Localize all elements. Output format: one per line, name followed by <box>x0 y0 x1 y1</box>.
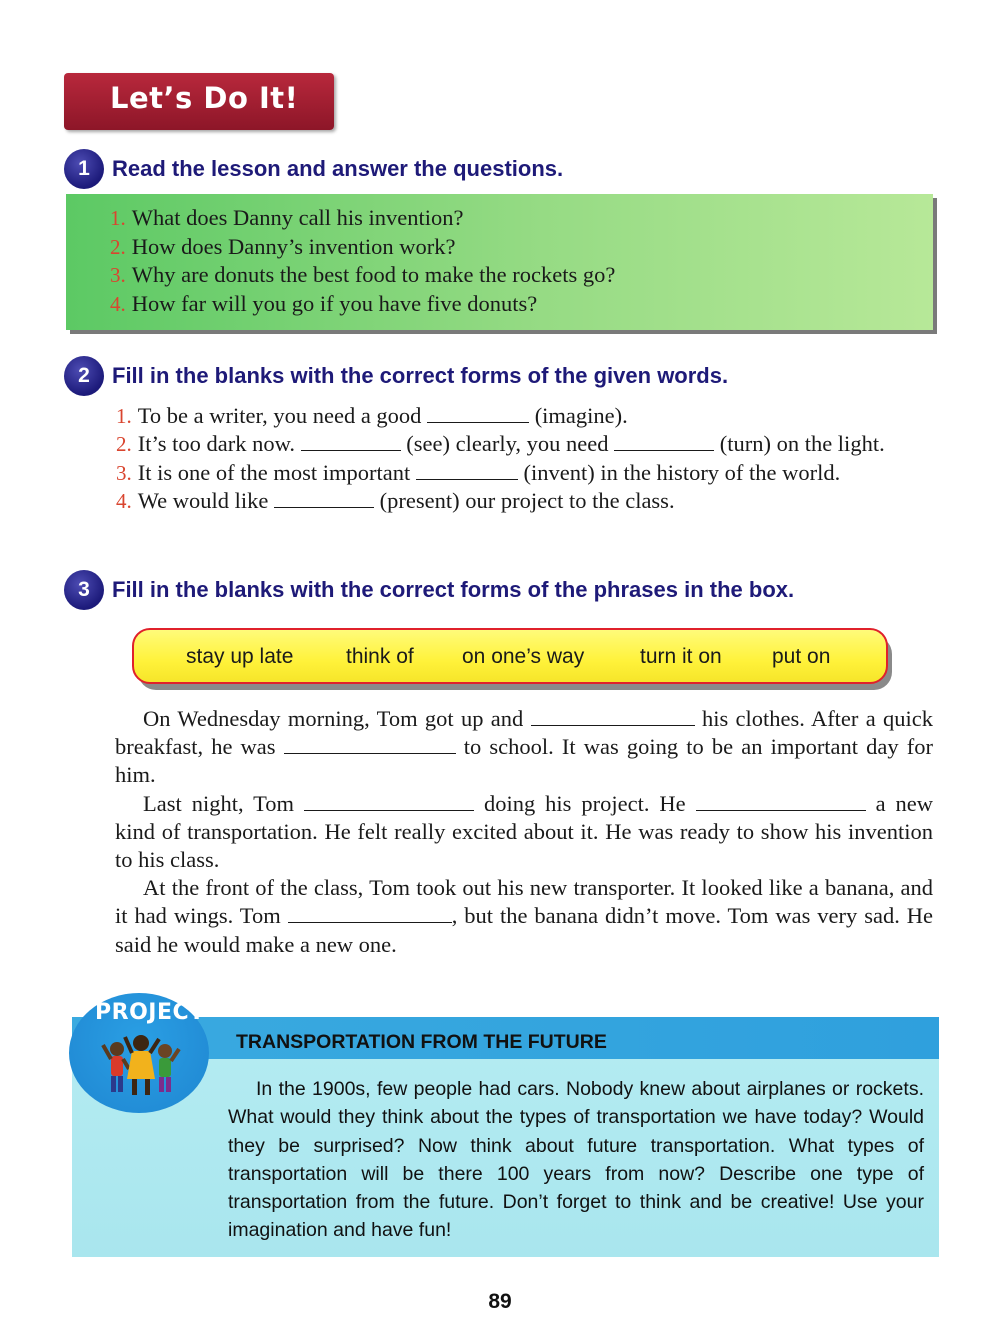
page-title: Let’s Do It! <box>110 81 299 115</box>
question-text: How far will you go if you have five donuts? <box>131 290 538 316</box>
passage-paragraph <box>115 705 933 790</box>
sentence-part: (invent) in the history of the world. <box>523 459 841 485</box>
item-number: 4. <box>116 488 132 513</box>
sentence-part: It is one of the most important <box>137 459 411 485</box>
project-paragraph: In the 1900s, few people had cars. Nobody knew about airplanes or rockets. What would they think about the types of transportation we have today? Would they be surprised? Now think about future transportation. What types of transportation will be there 100 years from now? Describe one type of transportation from the future. Don’t forget to think and be creative! Use your imagination and have fun! <box>228 1078 924 1242</box>
sentence-part: We would like <box>137 487 269 513</box>
list-item <box>116 402 936 430</box>
answer-blank[interactable] <box>301 432 401 451</box>
sentence-part: , but the banana didn’t move. Tom was very sad. He said he would make a new one. <box>115 903 934 957</box>
phrase-item: stay up late <box>186 645 294 668</box>
sentence-part: to school. It was going to be an important day for him. <box>115 734 934 788</box>
section-heading-text: Fill in the blanks with the correct forms of the phrases in the box. <box>112 577 795 602</box>
item-number: 2. <box>116 432 132 457</box>
item-number: 4. <box>110 291 126 316</box>
sentence-part: At the front of the class, Tom took out his new transporter. It looked like a banana, and it had wings. Tom <box>115 875 933 929</box>
phrase-item: put on <box>772 645 831 668</box>
questions-box <box>66 194 933 330</box>
list-item <box>110 290 615 319</box>
passage-paragraph <box>115 874 933 959</box>
project-description <box>228 1075 924 1245</box>
question-text: What does Danny call his invention? <box>131 205 464 230</box>
phrase-item: on one’s way <box>462 645 585 668</box>
section-number-badge: 1 <box>64 149 104 189</box>
passage-paragraph <box>115 790 933 875</box>
sentence-part: doing his project. He <box>483 790 686 816</box>
sentence-part: a new kind of transportation. He felt really excited about it. He was ready to show his invention to his class. <box>115 790 933 873</box>
answer-blank[interactable] <box>288 904 452 923</box>
sentence-part: On Wednesday morning, Tom got up and <box>143 706 524 731</box>
list-item <box>116 487 936 515</box>
phrase-item: think of <box>346 645 414 668</box>
sentence-part: (turn) on the light. <box>719 431 885 457</box>
answer-blank[interactable] <box>427 404 529 423</box>
list-item <box>116 430 936 458</box>
list-item <box>110 204 615 233</box>
sentence-part: Last night, Tom <box>143 790 295 816</box>
item-number: 1. <box>116 404 132 428</box>
story-passage <box>115 705 933 959</box>
item-number: 1. <box>110 206 126 230</box>
list-item <box>116 459 936 487</box>
title-banner <box>64 73 334 130</box>
sentence-part: (present) our project to the class. <box>379 487 675 513</box>
item-number: 3. <box>110 263 126 287</box>
question-text: How does Danny’s invention work? <box>131 233 456 259</box>
page-number: 89 <box>488 1290 512 1313</box>
fill-blank-list <box>116 402 936 515</box>
project-title: TRANSPORTATION FROM THE FUTURE <box>236 1031 607 1053</box>
answer-blank[interactable] <box>416 461 518 480</box>
answer-blank[interactable] <box>614 432 714 451</box>
project-label: PROJECT <box>95 1000 205 1025</box>
item-number: 3. <box>116 460 132 485</box>
phrase-box <box>132 628 888 684</box>
sentence-part: (see) clearly, you need <box>406 431 609 457</box>
list-item <box>110 261 615 290</box>
phrase-item: turn it on <box>640 645 722 668</box>
item-number: 2. <box>110 234 126 259</box>
section-number-badge: 2 <box>64 356 104 396</box>
answer-blank[interactable] <box>274 489 374 508</box>
answer-blank[interactable] <box>696 792 866 811</box>
sentence-part: To be a writer, you need a good <box>137 403 422 428</box>
answer-blank[interactable] <box>531 707 695 726</box>
section-number-badge: 3 <box>64 570 104 610</box>
sentence-part: (imagine). <box>534 403 628 428</box>
list-item <box>110 233 615 262</box>
section-heading-text: Read the lesson and answer the questions. <box>112 156 564 181</box>
answer-blank[interactable] <box>304 792 474 811</box>
sentence-part: It’s too dark now. <box>137 431 296 457</box>
sentence-part: his clothes. After a quick breakfast, he was <box>115 706 934 760</box>
question-text: Why are donuts the best food to make the rockets go? <box>131 262 616 287</box>
section-heading-text: Fill in the blanks with the correct forms of the given words. <box>112 363 729 388</box>
question-list <box>110 204 615 318</box>
answer-blank[interactable] <box>284 735 456 754</box>
